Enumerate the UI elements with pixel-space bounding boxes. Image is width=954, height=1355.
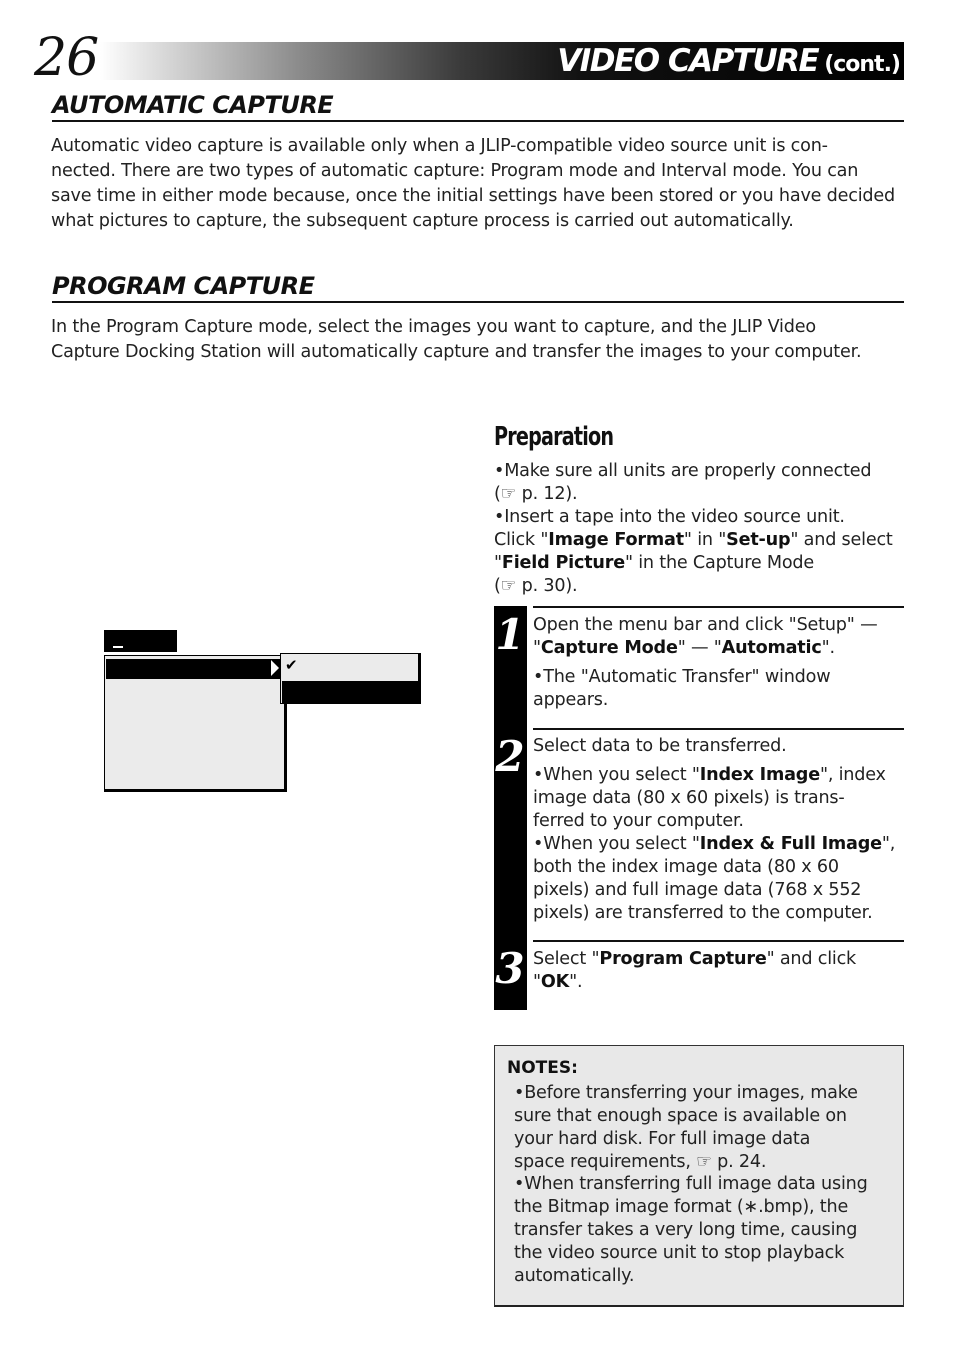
step-2-text: Select data to be transferred.	[533, 736, 787, 756]
submenu-selected-item	[282, 681, 419, 704]
page-title-suffix: (cont.)	[824, 52, 900, 77]
check-icon: ✔	[285, 656, 298, 674]
step-1-bullet: •The "Automatic Transfer" window appears.	[533, 667, 831, 710]
menu-bar-underline	[113, 646, 123, 648]
note-item: •Before transferring your images, make sure that enough space is available on your hard disk. For full image data space requirements, ☞ p. 24.	[514, 1083, 858, 1172]
step-number: 1	[495, 610, 525, 659]
step-number: 2	[495, 732, 525, 781]
preparation-heading: Preparation	[494, 422, 614, 452]
step-divider	[533, 728, 904, 730]
menu-selected-item	[106, 659, 282, 679]
reference-icon: ☞	[500, 484, 517, 504]
step-2-bullet: •When you select "Index Image", index image data (80 x 60 pixels) is trans- ferred to your computer.	[533, 765, 886, 831]
step-number: 3	[495, 944, 525, 993]
program-capture-heading: PROGRAM CAPTURE	[52, 271, 904, 303]
reference-icon: ☞	[500, 576, 517, 596]
step-divider	[533, 940, 904, 942]
menu-bar-illustration	[104, 630, 177, 652]
preparation-item: •Insert a tape into the video source unit. Click "Image Format" in "Set-up" and select "Field Picture" in the Capture Mode (☞ p. 30).	[494, 507, 893, 596]
preparation-item: •Make sure all units are properly connected (☞ p. 12).	[494, 461, 872, 504]
note-item: •When transferring full image data using the Bitmap image format (∗.bmp), the transfer takes a very long time, causing the video source unit to stop playback automatically.	[514, 1174, 868, 1286]
step-3-text: Select "Program Capture" and click "OK".	[533, 949, 857, 992]
page-title: VIDEO CAPTURE (cont.)	[557, 43, 900, 79]
step-divider	[533, 606, 904, 608]
step-1-text: Open the menu bar and click "Setup" — "Capture Mode" — "Automatic".	[533, 615, 878, 658]
program-capture-paragraph: In the Program Capture mode, select the images you want to capture, and the JLIP Video Capture Docking Station will automatically capture and transfer the images to your computer.	[51, 317, 862, 362]
step-2-bullet: •When you select "Index & Full Image", both the index image data (80 x 60 pixels) and full image data (768 x 552 pixels) are transferred to the computer.	[533, 834, 896, 923]
reference-icon: ☞	[696, 1152, 712, 1172]
submenu-arrow-icon	[271, 660, 279, 676]
page-number: 26	[34, 28, 99, 88]
notes-heading: NOTES:	[507, 1058, 578, 1078]
automatic-capture-heading: AUTOMATIC CAPTURE	[52, 90, 904, 122]
automatic-capture-paragraph: Automatic video capture is available only when a JLIP-compatible video source unit is con- nected. There are two types of automatic capture: Program mode and Interval mode. You can save time in either mode because, once the initial settings have been stored or you have decided what pictures to capture, the subsequent capture process is carried out automatically.	[51, 136, 895, 231]
